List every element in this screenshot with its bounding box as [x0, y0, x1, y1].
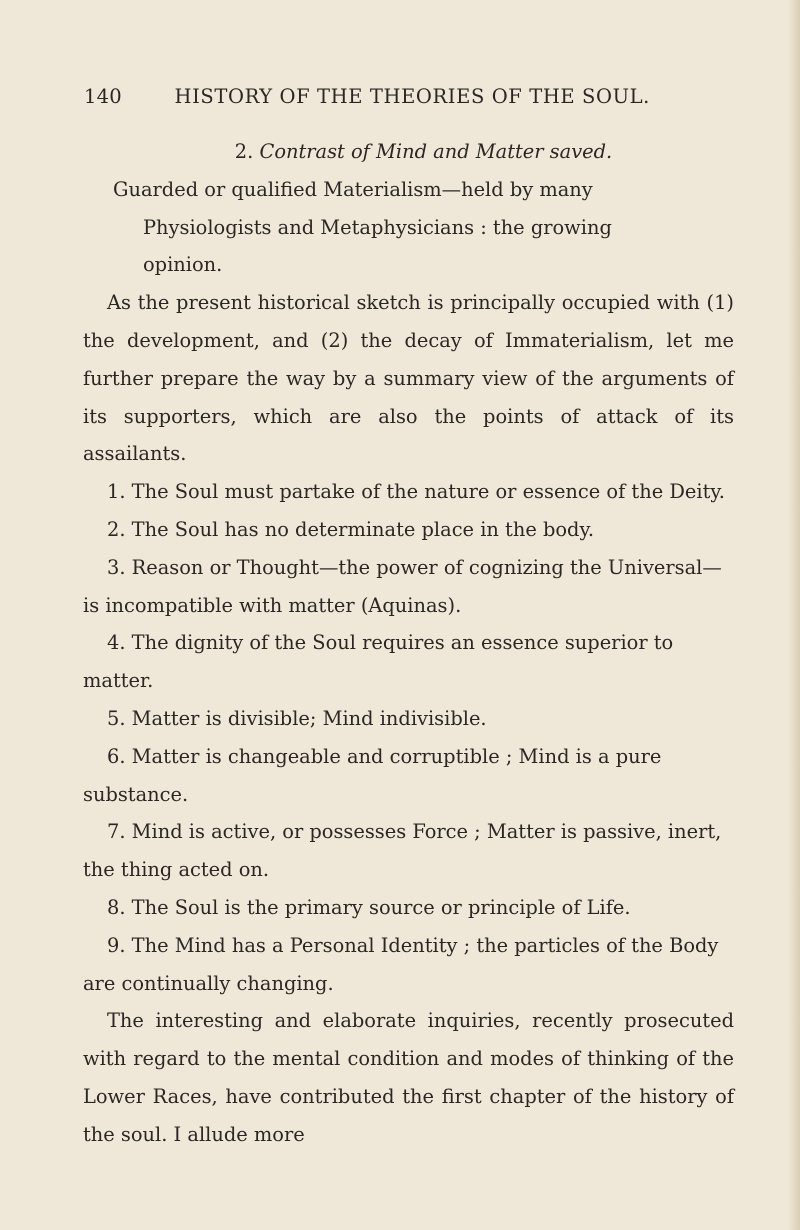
running-title: HISTORY OF THE THEORIES OF THE SOUL. [174, 85, 650, 108]
page-body [83, 133, 734, 1154]
argument-item: 3. Reason or Thought—the power of cognizing the Universal—is incompatible with matter (Aquinas). [83, 555, 722, 617]
section-number: 2. [234, 140, 254, 163]
page-edge-shadow [788, 0, 800, 1230]
argument-item: 8. The Soul is the primary source or principle of Life. [107, 895, 631, 919]
running-header [84, 85, 650, 108]
intro-paragraph: As the present historical sketch is principally occupied with (1) the development, and (2) the decay of Immaterialism, let me further prepare the way by a summary view of the arguments of its supporters, which are also the points of attack of its assailants. [83, 291, 734, 466]
argument-item: 4. The dignity of the Soul requires an essence superior to matter. [83, 631, 674, 693]
argument-item: 5. Matter is divisible; Mind indivisible. [107, 706, 487, 730]
argument-item: 1. The Soul must partake of the nature or essence of the Deity. [107, 480, 725, 504]
argument-item: 6. Matter is changeable and corruptible ; Mind is a pure substance. [83, 744, 662, 806]
section-title: Contrast of Mind and Matter saved. [259, 140, 613, 163]
closing-paragraph: The interesting and elaborate inquiries, recently prosecuted with regard to the mental condition and modes of thinking of the Lower Races, have contributed the first chapter of the history of the soul. I allude more [83, 1009, 734, 1146]
argument-item: 7. Mind is active, or possesses Force ; Matter is passive, inert, the thing acted on. [83, 820, 722, 882]
argument-item: 2. The Soul has no determinate place in the body. [107, 517, 595, 541]
page-number: 140 [84, 85, 122, 108]
argument-item: 9. The Mind has a Personal Identity ; the particles of the Body are continually changing. [83, 933, 719, 995]
section-heading [83, 133, 734, 171]
section-subtitle: Guarded or qualified Materialism—held by many Physiologists and Metaphysicians : the growing opinion. [113, 177, 612, 277]
